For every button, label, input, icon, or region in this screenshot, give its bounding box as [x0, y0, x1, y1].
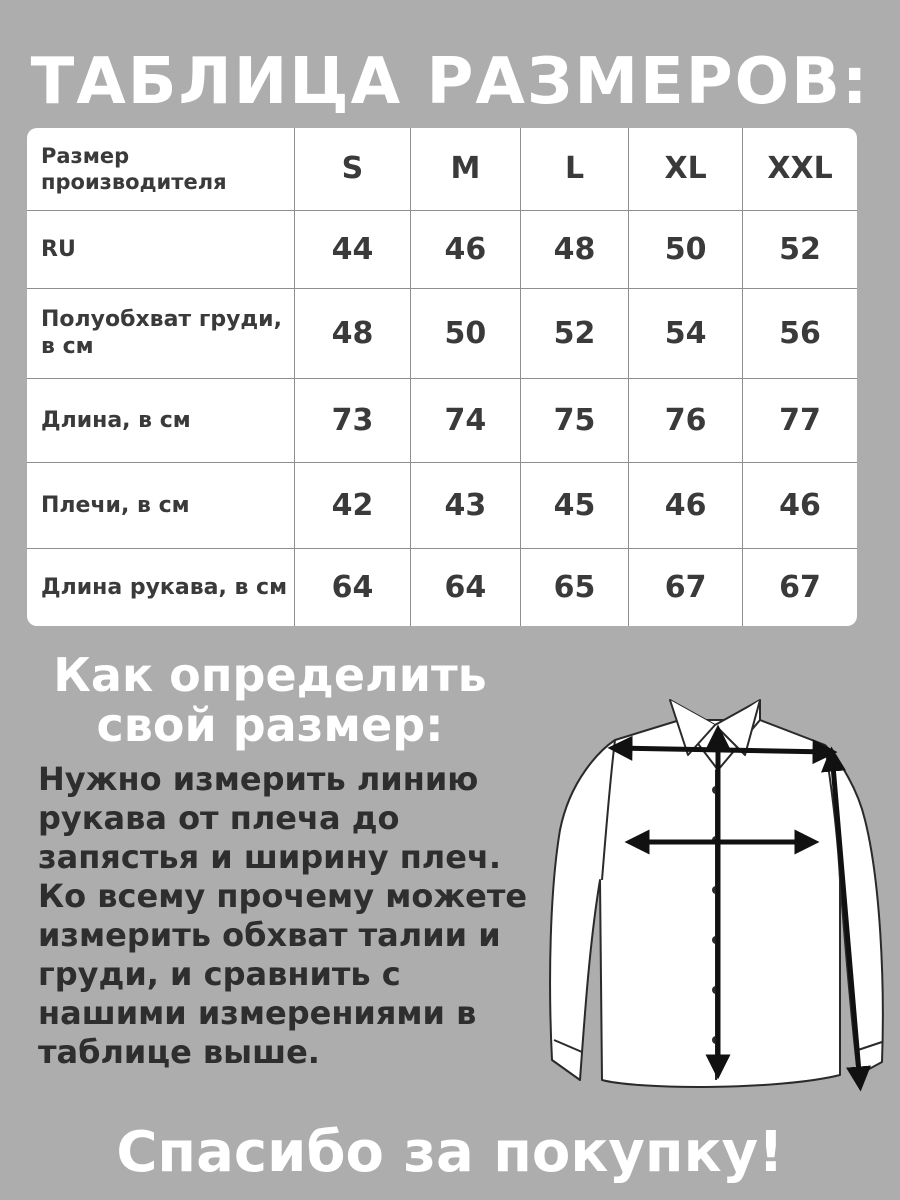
table-cell: 52 [743, 210, 857, 288]
size-header: S [295, 128, 411, 210]
table-cell: 75 [520, 378, 628, 462]
row-label: Длина рукава, в см [27, 548, 295, 626]
size-table [27, 128, 857, 626]
size-header: XXL [743, 128, 857, 210]
table-cell: 76 [629, 378, 743, 462]
how-to-measure-heading: Как определить свой размер: [53, 648, 487, 752]
table-row [27, 210, 857, 288]
table-cell: 54 [629, 288, 743, 378]
table-row [27, 548, 857, 626]
header-label: Размер производителя [27, 128, 295, 210]
table-row [27, 462, 857, 548]
table-header-row [27, 128, 857, 210]
instructions-text: Нужно измерить линию рукава от плеча до запястья и ширину плеч. Ко всему прочему можете измерить обхват талии и груди, и сравнить с нашими измерениями в таблице выше. [38, 760, 528, 1071]
row-label: Плечи, в см [27, 462, 295, 548]
table-cell: 48 [520, 210, 628, 288]
table-cell: 43 [410, 462, 520, 548]
table-cell: 67 [743, 548, 857, 626]
shirt-measurement-icon [540, 680, 890, 1100]
size-header: M [410, 128, 520, 210]
table-cell: 56 [743, 288, 857, 378]
table-cell: 46 [629, 462, 743, 548]
size-header: XL [629, 128, 743, 210]
table-cell: 73 [295, 378, 411, 462]
table-cell: 44 [295, 210, 411, 288]
page-title: ТАБЛИЦА РАЗМЕРОВ: [30, 45, 870, 119]
thank-you-text: Спасибо за покупку! [116, 1120, 784, 1185]
table-cell: 45 [520, 462, 628, 548]
table-cell: 64 [295, 548, 411, 626]
table-cell: 65 [520, 548, 628, 626]
table-cell: 48 [295, 288, 411, 378]
table-cell: 64 [410, 548, 520, 626]
table-row [27, 378, 857, 462]
table-cell: 46 [743, 462, 857, 548]
table-cell: 50 [410, 288, 520, 378]
row-label: Длина, в см [27, 378, 295, 462]
table-cell: 46 [410, 210, 520, 288]
row-label: RU [27, 210, 295, 288]
table-cell: 50 [629, 210, 743, 288]
size-header: L [520, 128, 628, 210]
table-cell: 77 [743, 378, 857, 462]
table-cell: 42 [295, 462, 411, 548]
row-label: Полуобхват груди, в см [27, 288, 295, 378]
table-cell: 52 [520, 288, 628, 378]
table-cell: 67 [629, 548, 743, 626]
table-cell: 74 [410, 378, 520, 462]
table-row [27, 288, 857, 378]
